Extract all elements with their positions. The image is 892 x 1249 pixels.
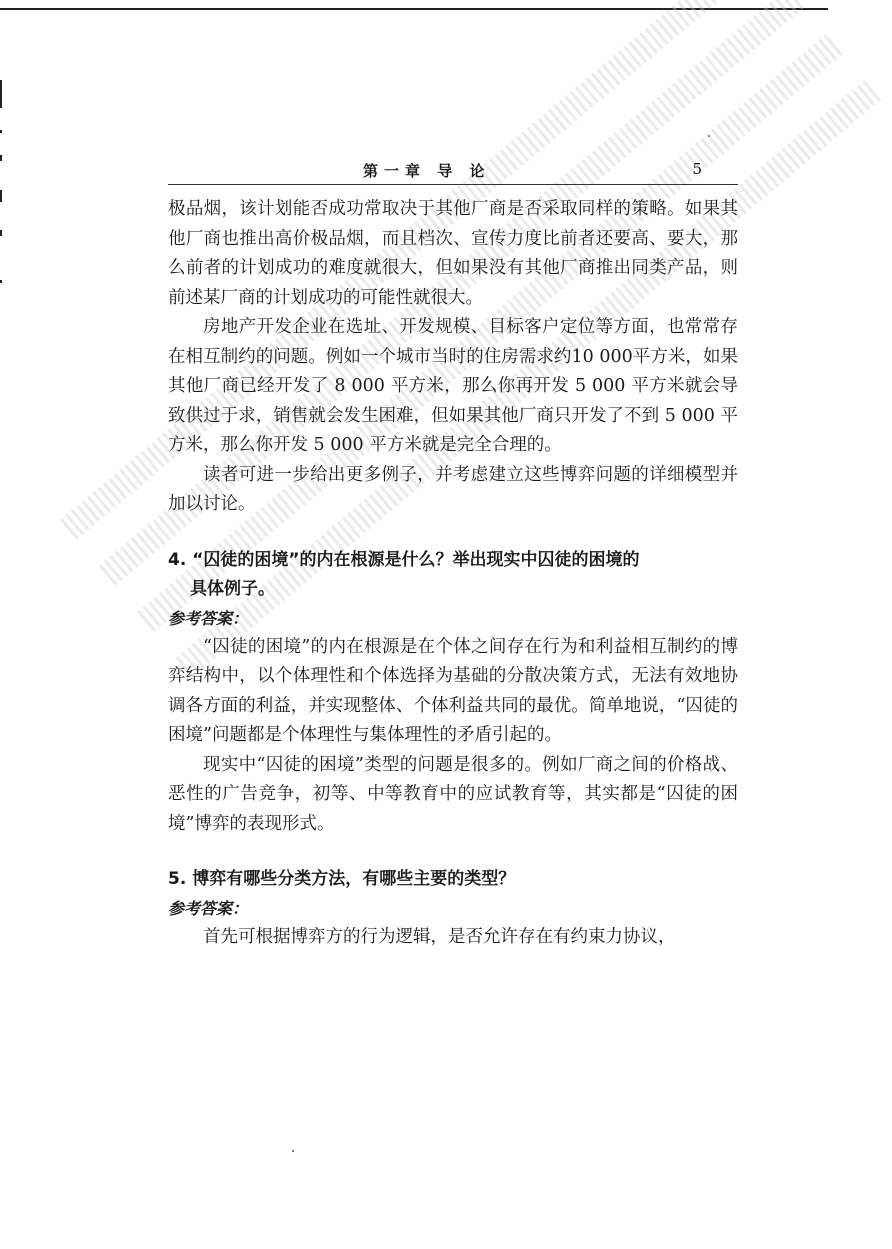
paragraph: “囚徒的困境”的内在根源是在个体之间存在行为和利益相互制约的博弈结构中，以个体理性和个体选择为基础的分散决策方式，无法有效地协调各方面的利益，并实现整体、个体利益共同的最优。简单地说，“囚徒的困境”问题都是个体理性与集体理性的矛盾引起的。 — [168, 636, 738, 745]
top-border-rule — [0, 8, 828, 10]
answer-label: 参考答案： — [168, 899, 249, 918]
scan-speck — [292, 1150, 294, 1152]
page-number: 5 — [692, 160, 702, 178]
paragraph: 首先可根据博弈方的行为逻辑，是否允许存在有约束力协议， — [203, 927, 676, 947]
chapter-title: 第一章 导 论 — [363, 162, 491, 180]
book-page — [168, 150, 738, 1150]
paragraph: 现实中“囚徒的困境”类型的问题是很多的。例如厂商之间的价格战、恶性的广告竞争，初等、中等教育中的应试教育等，其实都是“囚徒的困境”博弈的表现形式。 — [168, 754, 738, 834]
question-4-line1: 4. “囚徒的困境”的内在根源是什么？举出现实中囚徒的困境的 — [168, 549, 640, 570]
answer-label: 参考答案： — [168, 608, 249, 628]
paragraph: 读者可进一步给出更多例子，并考虑建立这些博弈问题的详细模型并加以讨论。 — [168, 464, 738, 514]
question-5: 5. 博弈有哪些分类方法，有哪些主要的类型？ — [168, 869, 516, 889]
running-header — [168, 150, 738, 185]
paragraph: 极品烟，该计划能否成功常取决于其他厂商是否采取同样的策略。如果其他厂商也推出高价极品烟，而且档次、宣传力度比前者还要高、要大，那么前者的计划成功的难度就很大，但如果没有其他厂商推出同类产品，则前述某厂商的计划成功的可能性就很大。 — [168, 199, 738, 308]
question-4 — [168, 546, 738, 604]
question-4-line2: 具体例子。 — [190, 578, 275, 599]
binding-marks — [0, 80, 6, 310]
scan-speck — [708, 135, 710, 137]
paragraph: 房地产开发企业在选址、开发规模、目标客户定位等方面，也常常存在相互制约的问题。例如一个城市当时的住房需求约10 000平方米，如果其他厂商已经开发了 8 000 平方米，那么你再开发 5 000 平方米就会导致供过于求，销售就会发生困难，但如果其他厂商只开发了不到 5 000 平方米，那么你开发 5 000 平方米就是完全合理的。 — [168, 317, 738, 455]
